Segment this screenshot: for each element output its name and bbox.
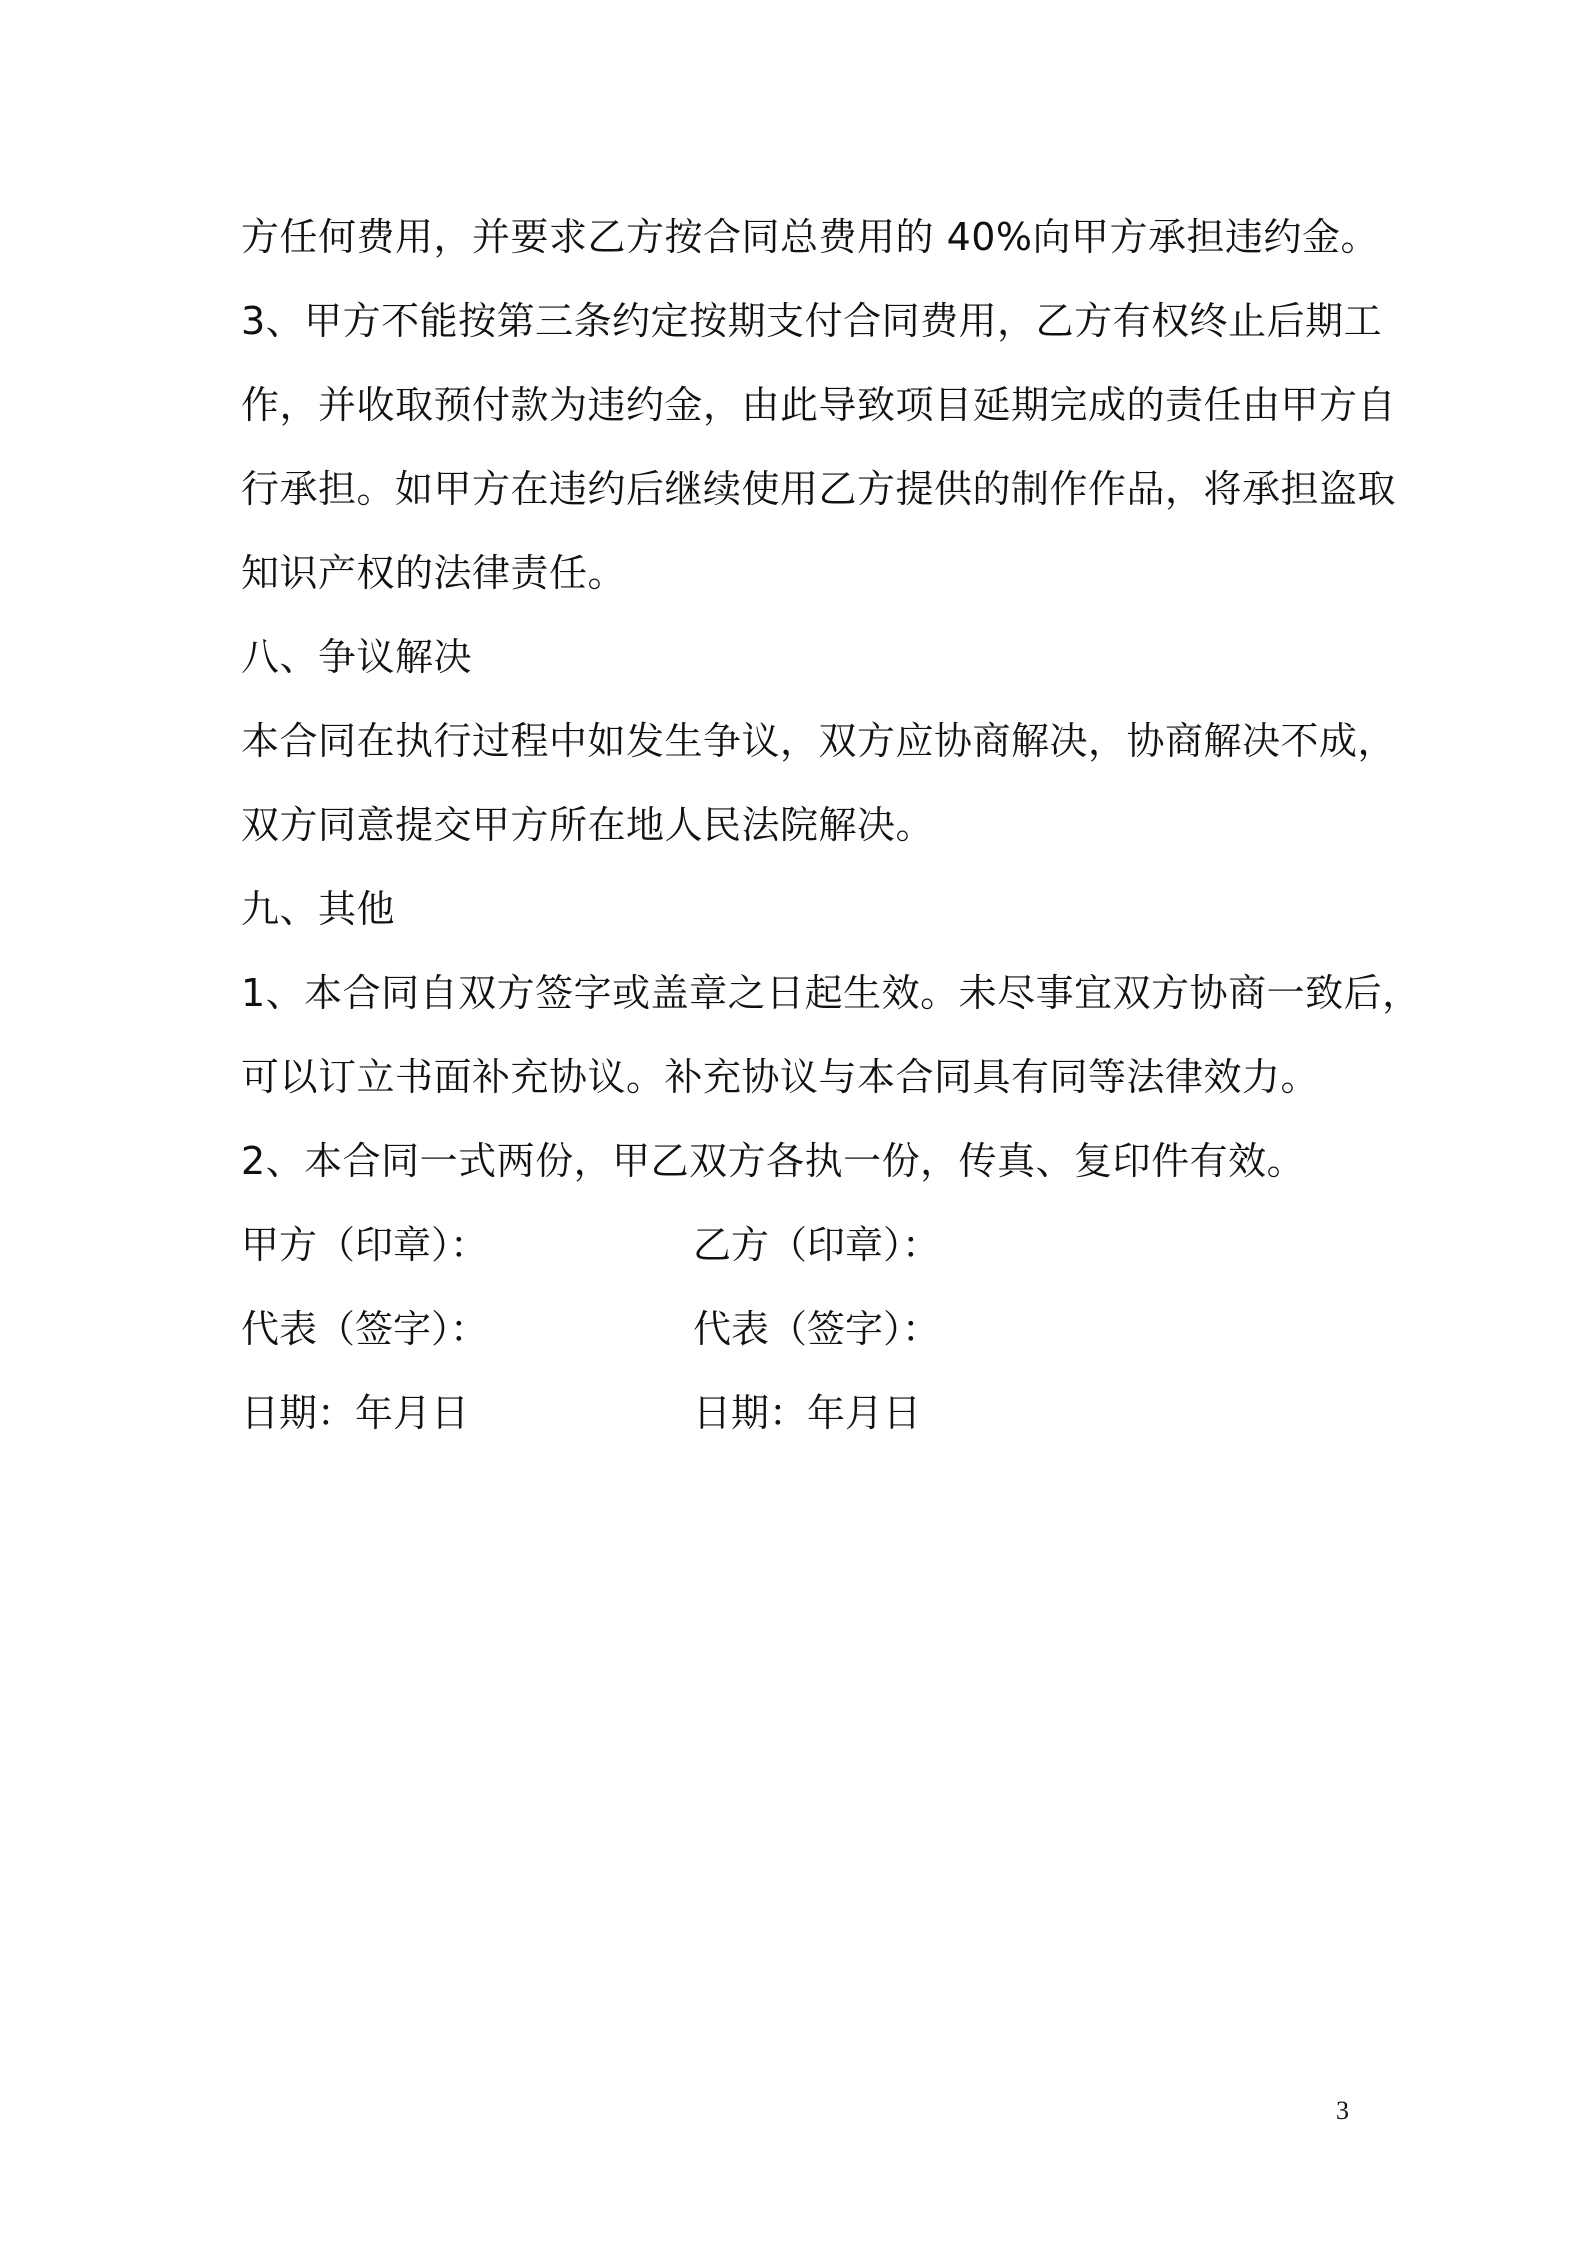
clause-line: 可以订立书面补充协议。补充协议与本合同具有同等法律效力。 (241, 1055, 1320, 1099)
clause-line: 双方同意提交甲方所在地人民法院解决。 (241, 803, 935, 847)
document-body (241, 195, 1421, 1455)
signature-row-date (241, 1371, 1361, 1455)
clause-line: 本合同在执行过程中如发生争议，双方应协商解决，协商解决不成， (241, 719, 1397, 763)
clause-line: 行承担。如甲方在违约后继续使用乙方提供的制作作品，将承担盗取 (241, 467, 1397, 511)
clause-line: 作，并收取预付款为违约金，由此导致项目延期完成的责任由甲方自 (241, 383, 1397, 427)
clause-line: 1、本合同自双方签字或盖章之日起生效。未尽事宜双方协商一致后， (241, 971, 1421, 1015)
party-a-seal-label: 甲方（印章）： (241, 1223, 489, 1267)
section-heading-dispute: 八、争议解决 (241, 635, 473, 679)
section-heading-other: 九、其他 (241, 887, 396, 931)
party-b-date-label: 日期：年月日 (693, 1391, 922, 1435)
clause-line: 方任何费用，并要求乙方按合同总费用的 40%向甲方承担违约金。 (241, 215, 1380, 259)
clause-line: 知识产权的法律责任。 (241, 551, 627, 595)
party-a-rep-label: 代表（签字）： (241, 1307, 489, 1351)
party-b-rep-label: 代表（签字）： (693, 1307, 941, 1351)
party-b-seal-label: 乙方（印章）： (693, 1223, 941, 1267)
clause-line: 2、本合同一式两份，甲乙双方各执一份，传真、复印件有效。 (241, 1139, 1306, 1183)
party-a-date-label: 日期：年月日 (241, 1391, 470, 1435)
signature-row-seal (241, 1203, 1361, 1287)
signature-row-representative (241, 1287, 1361, 1371)
clause-line: 3、甲方不能按第三条约定按期支付合同费用，乙方有权终止后期工 (241, 299, 1383, 343)
page-number: 3 (1336, 2096, 1349, 2125)
